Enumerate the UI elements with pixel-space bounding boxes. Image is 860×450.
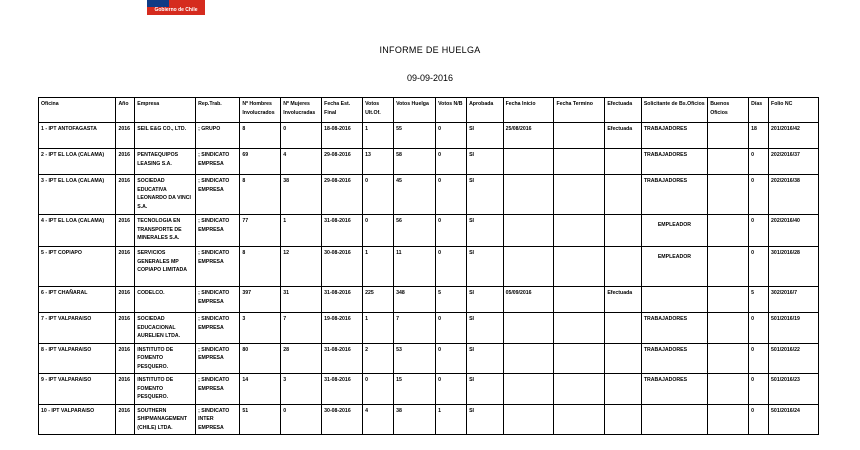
cell-aprobada: SI [467, 287, 504, 313]
table-row [39, 313, 819, 344]
cell-buenos-oficios [708, 215, 749, 247]
cell-hombres: 69 [240, 149, 281, 175]
cell-buenos-oficios [708, 343, 749, 374]
cell-aprobada: SI [467, 215, 504, 247]
cell-fecha-est-final: 31-08-2016 [322, 374, 363, 405]
cell-dias: 0 [749, 313, 769, 344]
header-aprobada: Aprobada [467, 98, 504, 123]
table-row [39, 374, 819, 405]
cell-solicitante: TRABAJADORES [641, 343, 707, 374]
cell-empresa: INSTITUTO DE FOMENTO PESQUERO. [135, 343, 196, 374]
cell-folio-nc: 501/2016/19 [769, 313, 819, 344]
cell-buenos-oficios [708, 313, 749, 344]
cell-fecha-est-final: 31-08-2016 [322, 287, 363, 313]
cell-aprobada: SI [467, 175, 504, 215]
cell-buenos-oficios [708, 123, 749, 149]
cell-efectuada [605, 149, 642, 175]
cell-folio-nc: 202/2016/40 [769, 215, 819, 247]
cell-fecha-termino [554, 215, 605, 247]
cell-fecha-est-final: 19-08-2016 [322, 313, 363, 344]
cell-dias: 0 [749, 343, 769, 374]
cell-fecha-termino [554, 343, 605, 374]
cell-aprobada: SI [467, 374, 504, 405]
cell-buenos-oficios [708, 149, 749, 175]
header-hombres: Nº Hombres Involucrados [240, 98, 281, 123]
header-rep-trab: Rep.Trab. [196, 98, 240, 123]
cell-oficina: 4 - IPT EL LOA (CALAMA) [39, 215, 116, 247]
cell-votos-nb: 0 [436, 215, 467, 247]
cell-solicitante: TRABAJADORES [641, 175, 707, 215]
cell-anio: 2016 [116, 287, 135, 313]
cell-fecha-est-final: 31-08-2016 [322, 215, 363, 247]
cell-hombres: 80 [240, 343, 281, 374]
cell-mujeres: 4 [281, 149, 322, 175]
cell-mujeres: 1 [281, 215, 322, 247]
cell-votos-huelga: 11 [394, 247, 436, 287]
cell-fecha-inicio [503, 404, 554, 435]
cell-aprobada: SI [467, 123, 504, 149]
cell-empresa: SOCIEDAD EDUCACIONAL AURELIEN LTDA. [135, 313, 196, 344]
cell-hombres: 8 [240, 123, 281, 149]
cell-rep-trab: ; SINDICATO EMPRESA [196, 247, 240, 287]
cell-buenos-oficios [708, 404, 749, 435]
cell-buenos-oficios [708, 287, 749, 313]
table-row [39, 175, 819, 215]
cell-solicitante [641, 215, 707, 247]
cell-aprobada: SI [467, 149, 504, 175]
cell-mujeres: 28 [281, 343, 322, 374]
cell-oficina: 2 - IPT EL LOA (CALAMA) [39, 149, 116, 175]
cell-efectuada: Efectuada [605, 287, 642, 313]
cell-votos-huelga: 58 [394, 149, 436, 175]
cell-votos-ult-of: 1 [363, 123, 394, 149]
cell-fecha-termino [554, 313, 605, 344]
cell-hombres: 8 [240, 175, 281, 215]
cell-votos-nb: 5 [436, 287, 467, 313]
cell-oficina: 10 - IPT VALPARAISO [39, 404, 116, 435]
cell-fecha-est-final: 29-08-2016 [322, 175, 363, 215]
cell-dias: 5 [749, 287, 769, 313]
cell-votos-nb: 0 [436, 247, 467, 287]
cell-votos-nb: 0 [436, 123, 467, 149]
cell-mujeres: 38 [281, 175, 322, 215]
cell-buenos-oficios [708, 374, 749, 405]
cell-votos-ult-of: 13 [363, 149, 394, 175]
cell-rep-trab: ; SINDICATO INTER EMPRESA [196, 404, 240, 435]
cell-fecha-inicio [503, 175, 554, 215]
cell-folio-nc: 202/2016/38 [769, 175, 819, 215]
cell-efectuada [605, 374, 642, 405]
cell-efectuada [605, 175, 642, 215]
cell-votos-huelga: 56 [394, 215, 436, 247]
header-fecha-est-final: Fecha Est. Final [322, 98, 363, 123]
cell-folio-nc: 501/2016/22 [769, 343, 819, 374]
cell-mujeres: 3 [281, 374, 322, 405]
table-row [39, 343, 819, 374]
cell-anio: 2016 [116, 149, 135, 175]
cell-anio: 2016 [116, 404, 135, 435]
cell-folio-nc: 202/2016/37 [769, 149, 819, 175]
cell-solicitante: TRABAJADORES [641, 123, 707, 149]
cell-empresa: CODELCO. [135, 287, 196, 313]
cell-solicitante [641, 404, 707, 435]
cell-buenos-oficios [708, 247, 749, 287]
cell-buenos-oficios [708, 175, 749, 215]
cell-votos-ult-of: 1 [363, 247, 394, 287]
header-solicitante: Solicitante de Bs.Oficios [641, 98, 707, 123]
cell-votos-ult-of: 0 [363, 215, 394, 247]
table-row [39, 149, 819, 175]
cell-fecha-inicio: 25/08/2016 [503, 123, 554, 149]
cell-oficina: 5 - IPT COPIAPO [39, 247, 116, 287]
cell-empresa: SEIL E&G CO., LTD. [135, 123, 196, 149]
cell-folio-nc: 302/2016/7 [769, 287, 819, 313]
cell-oficina: 3 - IPT EL LOA (CALAMA) [39, 175, 116, 215]
header-votos-huelga: Votos Huelga [394, 98, 436, 123]
cell-fecha-inicio [503, 215, 554, 247]
cell-aprobada: SI [467, 343, 504, 374]
cell-votos-nb: 1 [436, 404, 467, 435]
cell-dias: 0 [749, 215, 769, 247]
cell-anio: 2016 [116, 374, 135, 405]
cell-mujeres: 7 [281, 313, 322, 344]
cell-mujeres: 0 [281, 404, 322, 435]
header-anio: Año [116, 98, 135, 123]
cell-fecha-inicio [503, 374, 554, 405]
cell-rep-trab: ; GRUPO [196, 123, 240, 149]
cell-hombres: 51 [240, 404, 281, 435]
cell-votos-ult-of: 1 [363, 313, 394, 344]
solicitante-value: EMPLEADOR [657, 222, 691, 228]
cell-folio-nc: 201/2016/42 [769, 123, 819, 149]
cell-votos-nb: 0 [436, 343, 467, 374]
cell-votos-nb: 0 [436, 175, 467, 215]
cell-fecha-inicio [503, 247, 554, 287]
cell-dias: 0 [749, 247, 769, 287]
cell-votos-ult-of: 225 [363, 287, 394, 313]
cell-votos-huelga: 15 [394, 374, 436, 405]
cell-efectuada [605, 215, 642, 247]
logo-text: Gobierno de Chile [154, 7, 198, 13]
cell-empresa: SERVICIOS GENERALES MP COPIAPO LIMITADA [135, 247, 196, 287]
table-row [39, 247, 819, 287]
cell-efectuada [605, 313, 642, 344]
cell-oficina: 7 - IPT VALPARAISO [39, 313, 116, 344]
cell-votos-nb: 0 [436, 149, 467, 175]
cell-fecha-termino [554, 123, 605, 149]
cell-votos-nb: 0 [436, 374, 467, 405]
cell-dias: 0 [749, 149, 769, 175]
cell-solicitante: TRABAJADORES [641, 149, 707, 175]
cell-fecha-termino [554, 404, 605, 435]
table-row [39, 287, 819, 313]
cell-efectuada [605, 247, 642, 287]
cell-folio-nc: 501/2016/23 [769, 374, 819, 405]
cell-fecha-inicio [503, 343, 554, 374]
cell-votos-ult-of: 0 [363, 175, 394, 215]
cell-votos-huelga: 348 [394, 287, 436, 313]
cell-fecha-est-final: 18-08-2016 [322, 123, 363, 149]
cell-folio-nc: 301/2016/28 [769, 247, 819, 287]
cell-mujeres: 31 [281, 287, 322, 313]
cell-rep-trab: ; SINDICATO EMPRESA [196, 287, 240, 313]
cell-dias: 18 [749, 123, 769, 149]
cell-rep-trab: ; SINDICATO EMPRESA [196, 175, 240, 215]
cell-anio: 2016 [116, 247, 135, 287]
header-dias: Días [749, 98, 769, 123]
cell-oficina: 1 - IPT ANTOFAGASTA [39, 123, 116, 149]
cell-oficina: 8 - IPT VALPARAISO [39, 343, 116, 374]
cell-empresa: INSTITUTO DE FOMENTO PESQUERO. [135, 374, 196, 405]
cell-rep-trab: ; SINDICATO EMPRESA [196, 149, 240, 175]
cell-fecha-termino [554, 287, 605, 313]
cell-empresa: TECNOLOGIA EN TRANSPORTE DE MINERALES S.A. [135, 215, 196, 247]
cell-hombres: 8 [240, 247, 281, 287]
cell-fecha-est-final: 29-08-2016 [322, 149, 363, 175]
table-header [39, 98, 819, 123]
cell-fecha-inicio [503, 313, 554, 344]
cell-oficina: 6 - IPT CHAÑARAL [39, 287, 116, 313]
table-body [39, 123, 819, 435]
solicitante-value: EMPLEADOR [657, 254, 691, 260]
cell-efectuada [605, 404, 642, 435]
cell-votos-ult-of: 4 [363, 404, 394, 435]
cell-fecha-termino [554, 175, 605, 215]
cell-hombres: 397 [240, 287, 281, 313]
cell-votos-huelga: 45 [394, 175, 436, 215]
logo-blue-block [147, 0, 169, 7]
cell-hombres: 14 [240, 374, 281, 405]
cell-dias: 0 [749, 175, 769, 215]
cell-mujeres: 0 [281, 123, 322, 149]
cell-rep-trab: ; SINDICATO EMPRESA [196, 215, 240, 247]
cell-fecha-termino [554, 149, 605, 175]
cell-votos-huelga: 7 [394, 313, 436, 344]
cell-votos-ult-of: 2 [363, 343, 394, 374]
cell-fecha-termino [554, 374, 605, 405]
cell-efectuada: Efectuada [605, 123, 642, 149]
cell-fecha-est-final: 31-08-2016 [322, 343, 363, 374]
cell-fecha-termino [554, 247, 605, 287]
cell-oficina: 9 - IPT VALPARAISO [39, 374, 116, 405]
cell-dias: 0 [749, 404, 769, 435]
header-votos-ult-of: Votos Ult.Of. [363, 98, 394, 123]
header-folio-nc: Folio NC [769, 98, 819, 123]
header-efectuada: Efectuada [605, 98, 642, 123]
cell-votos-huelga: 38 [394, 404, 436, 435]
cell-anio: 2016 [116, 123, 135, 149]
cell-fecha-est-final: 30-08-2016 [322, 247, 363, 287]
header-oficina: Oficina [39, 98, 116, 123]
header-buenos-oficios: Buenos Oficios [708, 98, 749, 123]
cell-solicitante: TRABAJADORES [641, 374, 707, 405]
cell-anio: 2016 [116, 215, 135, 247]
cell-anio: 2016 [116, 343, 135, 374]
cell-anio: 2016 [116, 175, 135, 215]
cell-rep-trab: ; SINDICATO EMPRESA [196, 374, 240, 405]
cell-dias: 0 [749, 374, 769, 405]
cell-mujeres: 12 [281, 247, 322, 287]
cell-fecha-est-final: 30-08-2016 [322, 404, 363, 435]
header-empresa: Empresa [135, 98, 196, 123]
strike-report-table [38, 97, 819, 435]
cell-aprobada: SI [467, 247, 504, 287]
table-row [39, 215, 819, 247]
cell-hombres: 77 [240, 215, 281, 247]
cell-rep-trab: ; SINDICATO EMPRESA [196, 343, 240, 374]
header-fecha-termino: Fecha Termino [554, 98, 605, 123]
report-date: 09-09-2016 [406, 73, 454, 83]
cell-solicitante [641, 247, 707, 287]
cell-aprobada: SI [467, 313, 504, 344]
cell-solicitante [641, 287, 707, 313]
header-row [39, 98, 819, 123]
cell-empresa: PENTAEQUIPOS LEASING S.A. [135, 149, 196, 175]
table-row [39, 123, 819, 149]
table-row [39, 404, 819, 435]
cell-aprobada: SI [467, 404, 504, 435]
cell-fecha-inicio [503, 149, 554, 175]
report-title: INFORME DE HUELGA [379, 45, 481, 55]
cell-votos-huelga: 55 [394, 123, 436, 149]
cell-empresa: SOUTHERN SHIPMANAGEMENT (CHILE) LTDA. [135, 404, 196, 435]
cell-folio-nc: 501/2016/24 [769, 404, 819, 435]
cell-votos-nb: 0 [436, 313, 467, 344]
header-mujeres: Nº Mujeres Involucradas [281, 98, 322, 123]
cell-fecha-inicio: 05/09/2016 [503, 287, 554, 313]
cell-rep-trab: ; SINDICATO EMPRESA [196, 313, 240, 344]
cell-efectuada [605, 343, 642, 374]
header-votos-nb: Votos N/B [436, 98, 467, 123]
header-fecha-inicio: Fecha Inicio [503, 98, 554, 123]
cell-votos-ult-of: 0 [363, 374, 394, 405]
cell-empresa: SOCIEDAD EDUCATIVA LEONARDO DA VINCI S.A. [135, 175, 196, 215]
cell-anio: 2016 [116, 313, 135, 344]
cell-hombres: 3 [240, 313, 281, 344]
cell-solicitante: TRABAJADORES [641, 313, 707, 344]
cell-votos-huelga: 53 [394, 343, 436, 374]
